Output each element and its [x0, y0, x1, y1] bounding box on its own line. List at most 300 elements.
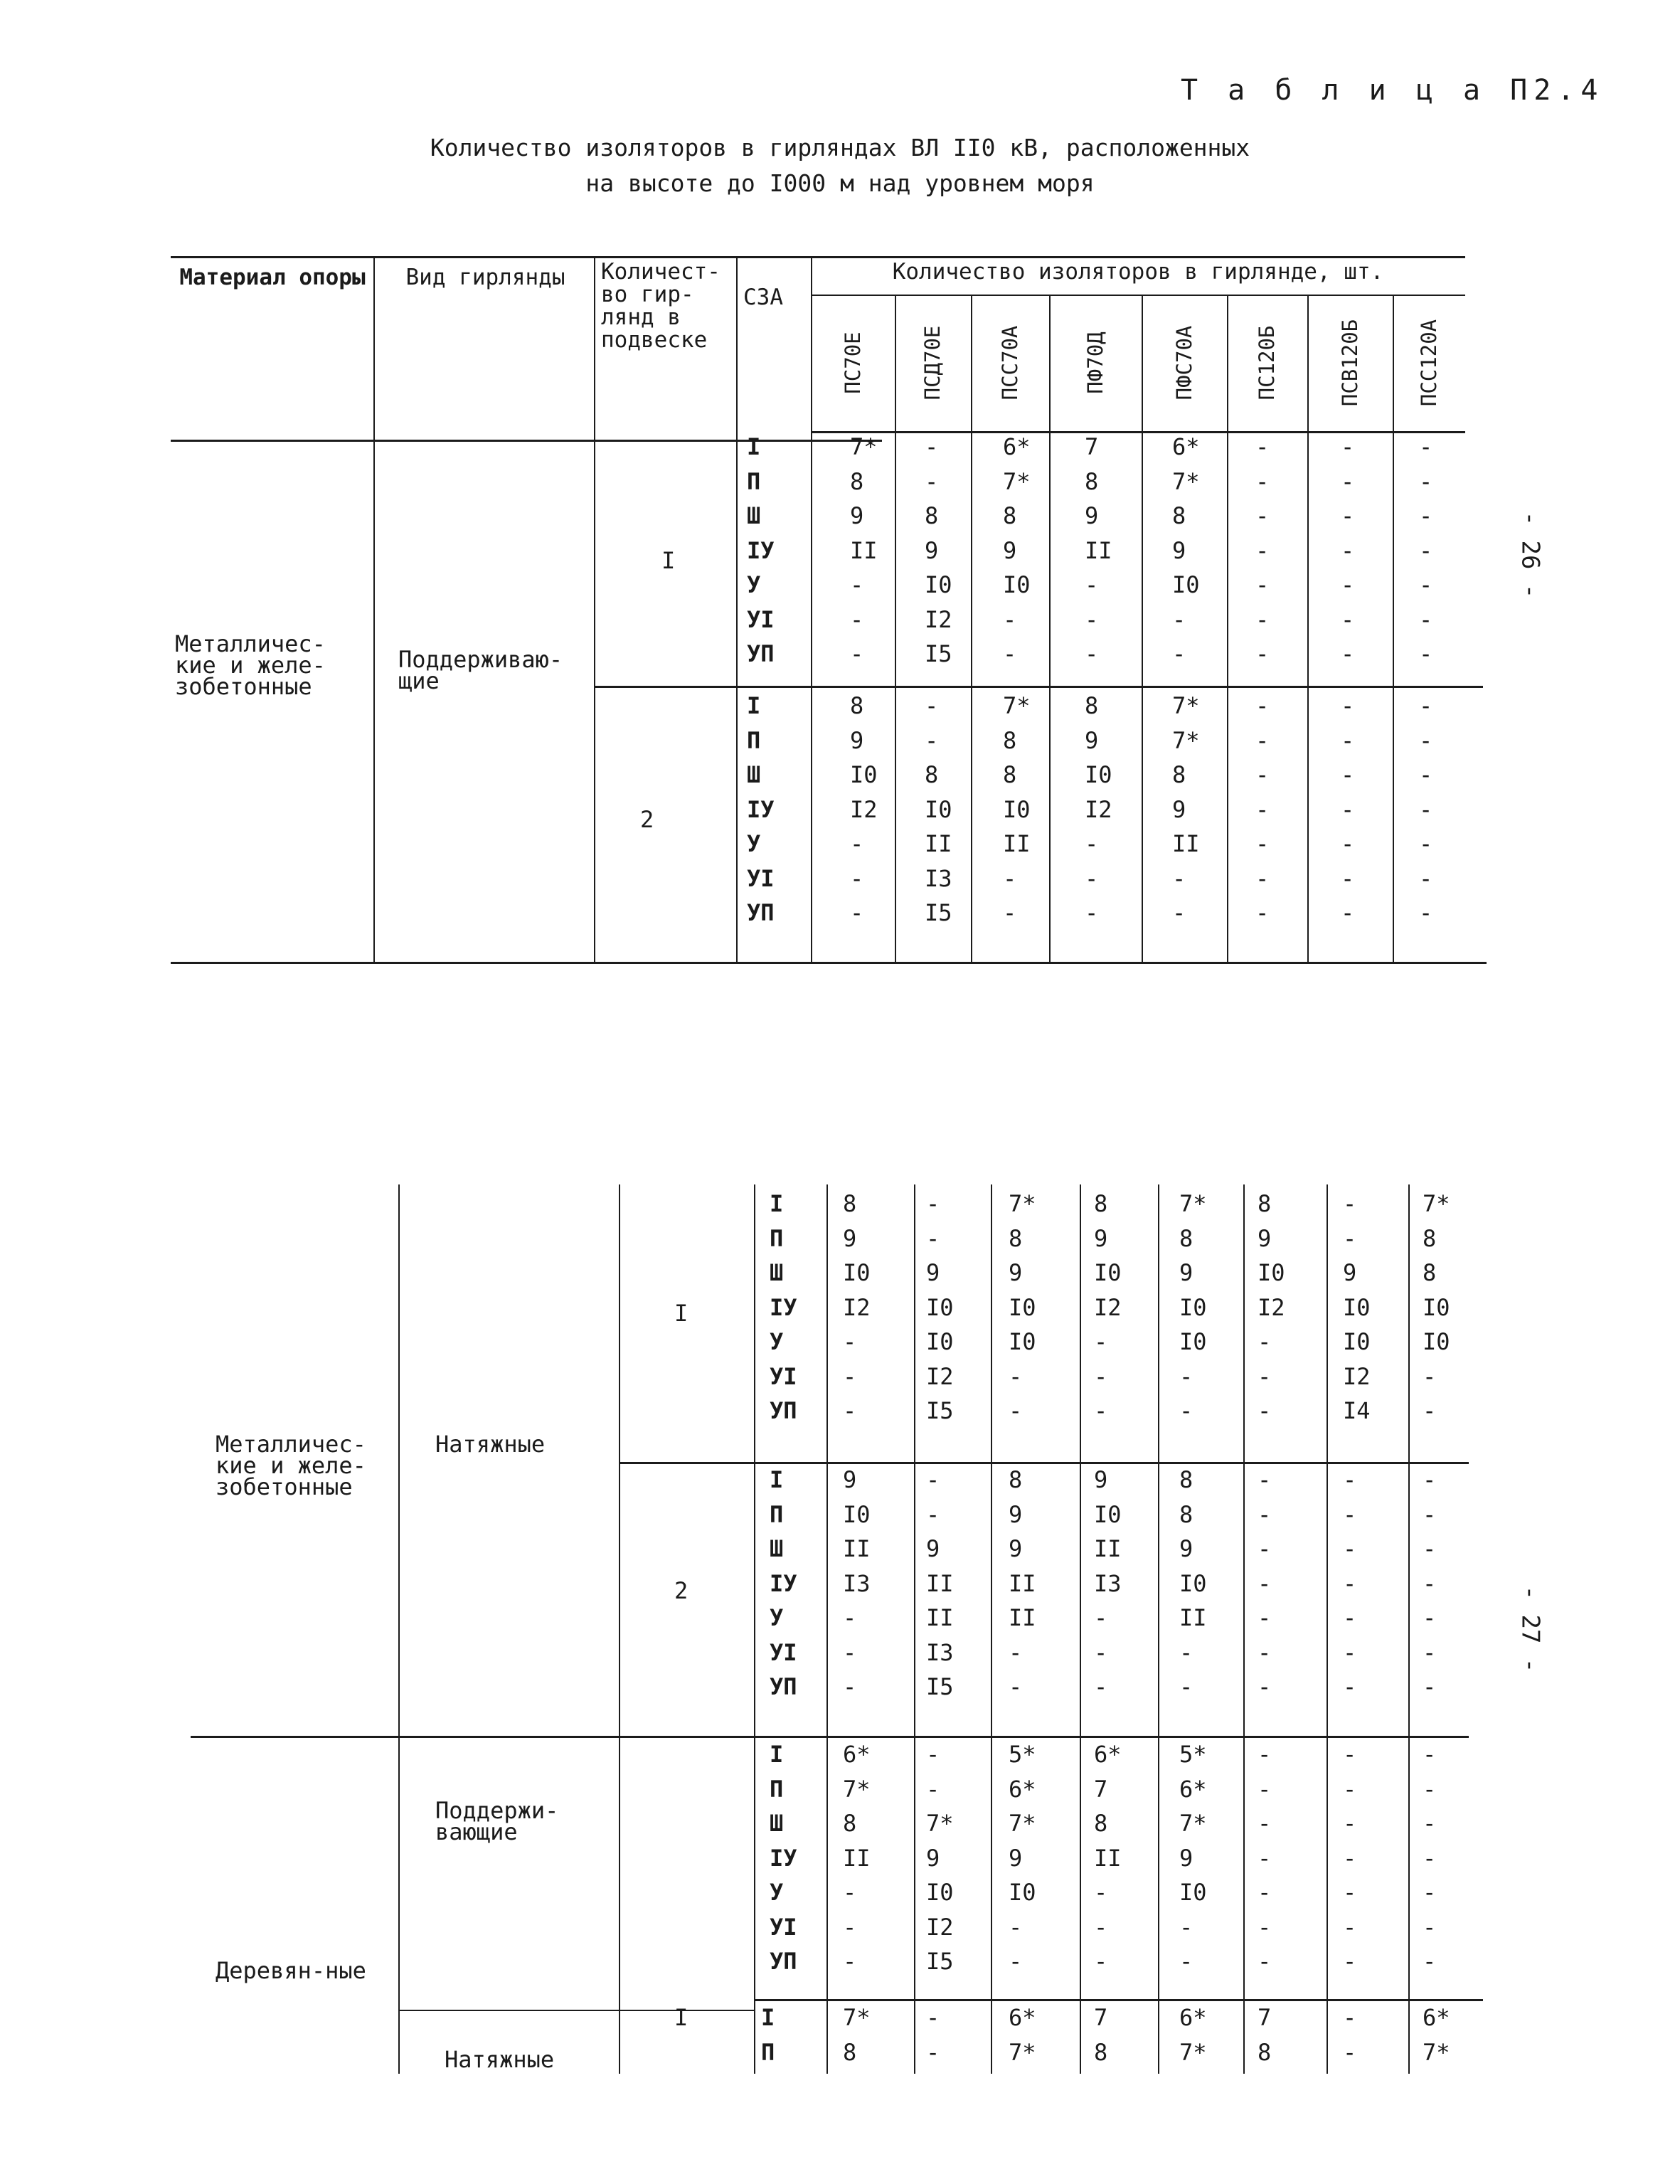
- sza-level: I: [761, 2004, 775, 2031]
- table-cell: 8: [1258, 1190, 1272, 1217]
- table-cell: -: [843, 1879, 857, 1906]
- sza-level: У: [747, 830, 761, 857]
- table-cell: 8: [1179, 1466, 1193, 1493]
- table-cell: 6*: [1094, 1741, 1122, 1768]
- table-cell: I2: [843, 1293, 871, 1321]
- table-cell: 5*: [1009, 1741, 1036, 1768]
- table-cell: I0: [925, 571, 952, 598]
- table-cell: -: [1343, 1775, 1357, 1803]
- table-cell: -: [1179, 1638, 1193, 1666]
- table-cell: 8: [1423, 1259, 1437, 1286]
- table-cell: I4: [1343, 1397, 1371, 1424]
- table-label: Т а б л и ц а П2.4: [1181, 74, 1605, 107]
- sza-level: УП: [770, 1673, 797, 1700]
- table-cell: -: [1258, 1397, 1272, 1424]
- table-cell: -: [850, 605, 864, 633]
- sza-level: У: [770, 1328, 784, 1355]
- table-cell: 7: [1258, 2004, 1272, 2031]
- table-cell: -: [1258, 1673, 1272, 1700]
- table-cell: 7*: [1009, 2038, 1036, 2066]
- table-cell: I0: [1343, 1293, 1371, 1321]
- table-cell: I0: [1009, 1328, 1036, 1355]
- table-cell: -: [1179, 1673, 1193, 1700]
- table-cell: 9: [850, 502, 864, 529]
- header-material: Материал опоры: [179, 265, 366, 290]
- material-label: Деревян-ные: [216, 1957, 366, 1984]
- table-cell: I0: [850, 761, 878, 788]
- table-cell: -: [1085, 640, 1099, 667]
- sza-level: I: [770, 1190, 784, 1217]
- table-cell: -: [1085, 605, 1099, 633]
- table-cell: I0: [1003, 571, 1031, 598]
- header-insulator-count: Количество изоляторов в гирлянде, шт.: [892, 259, 1384, 285]
- sza-level: Ш: [770, 1259, 784, 1286]
- table-cell: II: [1009, 1604, 1036, 1631]
- sza-level: П: [770, 1500, 784, 1528]
- table-cell: 6*: [1423, 2004, 1450, 2031]
- table-cell: -: [926, 2004, 940, 2031]
- table-cell: II: [1172, 830, 1200, 857]
- table-cell: I0: [1423, 1293, 1450, 1321]
- table-caption-line-1: Количество изоляторов в гирляндах ВЛ II0 кВ, расположенных: [430, 134, 1250, 161]
- table-cell: I0: [1179, 1328, 1207, 1355]
- table-cell: 7: [1094, 1775, 1108, 1803]
- table-cell: -: [1258, 1604, 1272, 1631]
- table-cell: 7*: [1172, 467, 1200, 495]
- table-cell: 7*: [1003, 692, 1031, 719]
- table-cell: 9: [1179, 1535, 1193, 1562]
- table-cell: I5: [925, 899, 952, 926]
- sza-level: IУ: [747, 536, 775, 564]
- table-cell: II: [1094, 1844, 1122, 1872]
- table-cell: -: [1343, 1638, 1357, 1666]
- table-cell: -: [1085, 571, 1099, 598]
- table-cell: -: [1343, 1810, 1357, 1837]
- table-cell: 8: [925, 502, 939, 529]
- table-cell: -: [926, 1190, 940, 1217]
- sza-level: Ш: [770, 1535, 784, 1562]
- insulator-header: ПФ70Д: [1083, 332, 1107, 394]
- table-cell: -: [925, 467, 939, 495]
- table-cell: -: [1341, 761, 1355, 788]
- table-cell: -: [1423, 1638, 1437, 1666]
- header-type: Вид гирлянды: [405, 265, 565, 290]
- table-cell: 8: [1094, 1810, 1108, 1837]
- table-cell: 5*: [1179, 1741, 1207, 1768]
- table-cell: -: [1009, 1673, 1023, 1700]
- sza-level: IУ: [770, 1569, 797, 1597]
- sza-level: П: [747, 726, 761, 754]
- table-cell: I3: [843, 1569, 871, 1597]
- table-cell: 8: [850, 467, 864, 495]
- table-cell: -: [1343, 1466, 1357, 1493]
- table-cell: -: [1343, 2004, 1357, 2031]
- table-cell: 7*: [1003, 467, 1031, 495]
- table-cell: I3: [925, 864, 952, 892]
- table-cell: -: [1255, 433, 1270, 460]
- insulator-header: ПСВ120Б: [1338, 319, 1362, 407]
- table-cell: -: [1343, 1500, 1357, 1528]
- table-cell: -: [1423, 1810, 1437, 1837]
- table-cell: -: [1094, 1913, 1108, 1941]
- table-cell: -: [1341, 536, 1355, 564]
- table-cell: I5: [926, 1397, 954, 1424]
- table-cell: -: [1085, 864, 1099, 892]
- table-cell: 7*: [1423, 2038, 1450, 2066]
- table-cell: -: [1419, 467, 1433, 495]
- table-cell: -: [1258, 1638, 1272, 1666]
- table-cell: I2: [925, 605, 952, 633]
- table-cell: -: [1094, 1397, 1108, 1424]
- table-cell: -: [1094, 1879, 1108, 1906]
- table-cell: I5: [926, 1948, 954, 1975]
- table-cell: 7*: [1423, 1190, 1450, 1217]
- table-cell: -: [1423, 1569, 1437, 1597]
- table-cell: II: [1003, 830, 1031, 857]
- table-cell: -: [1419, 795, 1433, 823]
- table-cell: I0: [925, 795, 952, 823]
- table-cell: -: [926, 1741, 940, 1768]
- insulator-header: ПС120Б: [1255, 325, 1279, 401]
- table-cell: -: [925, 433, 939, 460]
- table-cell: II: [1009, 1569, 1036, 1597]
- table-cell: -: [1258, 1535, 1272, 1562]
- sza-level: УП: [770, 1948, 797, 1975]
- table-cell: II: [926, 1604, 954, 1631]
- table-cell: 8: [843, 1190, 857, 1217]
- table-cell: -: [1258, 1362, 1272, 1390]
- table-cell: I0: [843, 1259, 871, 1286]
- table-cell: -: [1258, 1948, 1272, 1975]
- table-cell: -: [926, 2038, 940, 2066]
- table-cell: -: [1341, 571, 1355, 598]
- table-cell: -: [1179, 1397, 1193, 1424]
- table-cell: 9: [926, 1535, 940, 1562]
- table-cell: 9: [1172, 795, 1186, 823]
- table-cell: -: [1341, 899, 1355, 926]
- sza-level: У: [770, 1879, 784, 1906]
- table-cell: 8: [1179, 1500, 1193, 1528]
- table-cell: I0: [926, 1879, 954, 1906]
- sza-level: У: [770, 1604, 784, 1631]
- table-cell: -: [1255, 571, 1270, 598]
- table-cell: I2: [1343, 1362, 1371, 1390]
- sza-level: Ш: [770, 1810, 784, 1837]
- table-cell: 8: [850, 692, 864, 719]
- table-cell: 8: [1085, 467, 1099, 495]
- table-cell: 8: [1003, 502, 1017, 529]
- table-cell: -: [1094, 1604, 1108, 1631]
- table-cell: -: [1258, 1913, 1272, 1941]
- sza-level: I: [770, 1466, 784, 1493]
- page-number-27: - 27 -: [1516, 1585, 1545, 1673]
- table-cell: -: [1179, 1913, 1193, 1941]
- table-cell: I0: [926, 1328, 954, 1355]
- table-cell: 9: [925, 536, 939, 564]
- table-cell: 8: [1003, 726, 1017, 754]
- table-cell: -: [1341, 726, 1355, 754]
- table-cell: -: [1419, 536, 1433, 564]
- table-cell: -: [1255, 899, 1270, 926]
- table-cell: -: [1343, 1604, 1357, 1631]
- girland-type-label: Поддержи-вающие: [435, 1797, 559, 1845]
- table-cell: 9: [1179, 1844, 1193, 1872]
- table-cell: -: [843, 1328, 857, 1355]
- sza-level: УI: [747, 605, 775, 633]
- table-cell: I0: [1343, 1328, 1371, 1355]
- table-cell: I0: [1009, 1293, 1036, 1321]
- table-cell: -: [1009, 1362, 1023, 1390]
- table-cell: -: [1341, 467, 1355, 495]
- table-cell: -: [850, 830, 864, 857]
- table-cell: -: [850, 899, 864, 926]
- table-cell: II: [1094, 1535, 1122, 1562]
- table-cell: -: [1094, 1948, 1108, 1975]
- table-cell: 7*: [1009, 1810, 1036, 1837]
- table-cell: II: [1085, 536, 1112, 564]
- table-cell: -: [1341, 795, 1355, 823]
- table-cell: I0: [1094, 1259, 1122, 1286]
- table-cell: -: [1343, 1844, 1357, 1872]
- table-cell: 8: [1003, 761, 1017, 788]
- table-cell: -: [1419, 502, 1433, 529]
- table-cell: 6*: [1009, 1775, 1036, 1803]
- sza-level: Ш: [747, 761, 761, 788]
- table-cell: 7*: [843, 2004, 871, 2031]
- sza-level: УП: [770, 1397, 797, 1424]
- table-cell: 9: [926, 1844, 940, 1872]
- table-cell: 7*: [1179, 2038, 1207, 2066]
- table-cell: 8: [1085, 692, 1099, 719]
- table-cell: -: [1085, 899, 1099, 926]
- table-cell: -: [1343, 1190, 1357, 1217]
- girland-count: 2: [674, 1577, 689, 1604]
- header-count: Количест-во гир-лянд в подвеске: [601, 259, 721, 353]
- table-cell: -: [1258, 1810, 1272, 1837]
- table-cell: -: [843, 1362, 857, 1390]
- sza-level: УI: [770, 1362, 797, 1390]
- table-cell: I0: [1009, 1879, 1036, 1906]
- table-cell: 9: [1009, 1535, 1023, 1562]
- table-cell: -: [1341, 640, 1355, 667]
- table-cell: II: [843, 1535, 871, 1562]
- table-cell: -: [1172, 864, 1186, 892]
- table-cell: -: [1423, 1466, 1437, 1493]
- sza-level: УI: [770, 1913, 797, 1941]
- table-cell: -: [1255, 640, 1270, 667]
- table-cell: -: [850, 864, 864, 892]
- girland-count: I: [674, 2004, 689, 2031]
- table-cell: -: [843, 1673, 857, 1700]
- table-cell: -: [1003, 864, 1017, 892]
- table-cell: 9: [1343, 1259, 1357, 1286]
- table-cell: -: [1343, 1741, 1357, 1768]
- table-cell: -: [1094, 1362, 1108, 1390]
- table-cell: -: [1258, 1328, 1272, 1355]
- table-cell: 6*: [1179, 2004, 1207, 2031]
- table-cell: I0: [1179, 1879, 1207, 1906]
- table-cell: I2: [1258, 1293, 1285, 1321]
- table-cell: -: [1423, 1879, 1437, 1906]
- table-cell: I0: [1085, 761, 1112, 788]
- table-cell: -: [1255, 605, 1270, 633]
- table-cell: -: [1423, 1362, 1437, 1390]
- table-cell: -: [1423, 1948, 1437, 1975]
- table-cell: -: [926, 1224, 940, 1252]
- table-cell: -: [1341, 830, 1355, 857]
- table-cell: -: [1343, 1879, 1357, 1906]
- table-cell: -: [1258, 1500, 1272, 1528]
- table-cell: -: [1255, 795, 1270, 823]
- table-cell: -: [1419, 830, 1433, 857]
- table-cell: -: [1423, 1673, 1437, 1700]
- table-cell: -: [1341, 605, 1355, 633]
- girland-count: I: [674, 1300, 689, 1327]
- table-cell: -: [1255, 761, 1270, 788]
- table-cell: II: [1179, 1604, 1207, 1631]
- table-cell: -: [1419, 605, 1433, 633]
- table-cell: 7*: [1172, 692, 1200, 719]
- table-cell: 9: [843, 1466, 857, 1493]
- table-cell: -: [1423, 1604, 1437, 1631]
- insulator-header: ПФС70А: [1172, 325, 1196, 401]
- sza-level: IУ: [770, 1844, 797, 1872]
- table-cell: 7*: [1179, 1190, 1207, 1217]
- table-cell: -: [1419, 692, 1433, 719]
- table-cell: -: [1255, 467, 1270, 495]
- table-cell: 9: [843, 1224, 857, 1252]
- table-cell: -: [843, 1913, 857, 1941]
- girland-count: I: [661, 547, 676, 574]
- table-cell: I0: [926, 1293, 954, 1321]
- sza-level: IУ: [747, 795, 775, 823]
- table-cell: -: [1343, 2038, 1357, 2066]
- table-cell: -: [1258, 1775, 1272, 1803]
- header-sza: СЗА: [743, 285, 783, 310]
- table-cell: I2: [850, 795, 878, 823]
- table-cell: I0: [1179, 1569, 1207, 1597]
- table-cell: I0: [1258, 1259, 1285, 1286]
- table-cell: -: [1009, 1397, 1023, 1424]
- table-cell: 8: [1172, 761, 1186, 788]
- sza-level: УI: [770, 1638, 797, 1666]
- table-cell: -: [1341, 502, 1355, 529]
- sza-level: I: [770, 1741, 784, 1768]
- girland-type-label: Натяжные: [435, 1431, 546, 1458]
- table-cell: -: [850, 640, 864, 667]
- table-cell: -: [1419, 640, 1433, 667]
- table-cell: -: [843, 1397, 857, 1424]
- table-cell: 9: [1085, 726, 1099, 754]
- table-cell: -: [1419, 433, 1433, 460]
- table-cell: -: [843, 1638, 857, 1666]
- page-number-26: - 26 -: [1516, 511, 1545, 599]
- table-cell: I0: [1172, 571, 1200, 598]
- table-cell: I0: [1003, 795, 1031, 823]
- table-cell: -: [1423, 1397, 1437, 1424]
- table-cell: 8: [1009, 1224, 1023, 1252]
- table-cell: -: [926, 1466, 940, 1493]
- table-cell: 6*: [1009, 2004, 1036, 2031]
- table-cell: -: [925, 692, 939, 719]
- table-cell: -: [1423, 1535, 1437, 1562]
- table-cell: -: [1179, 1362, 1193, 1390]
- table-cell: 9: [1094, 1224, 1108, 1252]
- table-cell: -: [1343, 1535, 1357, 1562]
- table-cell: -: [1094, 1673, 1108, 1700]
- table-cell: 9: [926, 1259, 940, 1286]
- sza-level: I: [747, 433, 761, 460]
- table-cell: I2: [1094, 1293, 1122, 1321]
- table-cell: -: [1343, 1569, 1357, 1597]
- table-cell: -: [1423, 1775, 1437, 1803]
- table-cell: -: [1009, 1638, 1023, 1666]
- table-cell: -: [1258, 1466, 1272, 1493]
- table-cell: -: [1423, 1500, 1437, 1528]
- sza-level: УП: [747, 640, 775, 667]
- table-cell: 8: [1094, 1190, 1108, 1217]
- table-cell: -: [1094, 1328, 1108, 1355]
- table-cell: 8: [1258, 2038, 1272, 2066]
- table-cell: -: [1003, 640, 1017, 667]
- girland-count: 2: [640, 806, 654, 833]
- table-cell: -: [1258, 1569, 1272, 1597]
- table-cell: -: [843, 1604, 857, 1631]
- material-label: Металличес-кие и желе-зобетонные: [175, 630, 326, 700]
- table-cell: II: [926, 1569, 954, 1597]
- table-cell: -: [1419, 726, 1433, 754]
- table-cell: -: [1255, 830, 1270, 857]
- table-cell: 7*: [843, 1775, 871, 1803]
- table-cell: -: [1094, 1638, 1108, 1666]
- table-cell: 9: [1179, 1259, 1193, 1286]
- table-cell: -: [1419, 761, 1433, 788]
- table-cell: -: [843, 1948, 857, 1975]
- table-cell: -: [1423, 1741, 1437, 1768]
- table-cell: I5: [926, 1673, 954, 1700]
- table-cell: -: [1255, 726, 1270, 754]
- table-cell: 9: [1094, 1466, 1108, 1493]
- insulator-header: ПСС120А: [1417, 319, 1441, 407]
- table-cell: -: [1172, 640, 1186, 667]
- table-cell: 8: [1094, 2038, 1108, 2066]
- table-cell: I0: [843, 1500, 871, 1528]
- table-cell: -: [1343, 1948, 1357, 1975]
- table-cell: 8: [843, 2038, 857, 2066]
- sza-level: IУ: [770, 1293, 797, 1321]
- table-cell: -: [1085, 830, 1099, 857]
- table-cell: 6*: [1003, 433, 1031, 460]
- sza-level: П: [770, 1775, 784, 1803]
- sza-level: П: [761, 2038, 775, 2066]
- material-label: Металличес-кие и желе-зобетонные: [216, 1431, 366, 1500]
- table-cell: 7*: [1172, 726, 1200, 754]
- table-cell: 6*: [843, 1741, 871, 1768]
- table-cell: 8: [1179, 1224, 1193, 1252]
- table-cell: -: [926, 1500, 940, 1528]
- girland-type-label: Натяжные: [445, 2046, 555, 2073]
- table-cell: -: [1255, 536, 1270, 564]
- table-cell: 7: [1094, 2004, 1108, 2031]
- table-cell: 9: [1172, 536, 1186, 564]
- table-cell: 6*: [1172, 433, 1200, 460]
- table-cell: I3: [926, 1638, 954, 1666]
- table-cell: I0: [1094, 1500, 1122, 1528]
- table-cell: -: [1258, 1844, 1272, 1872]
- table-cell: 9: [1009, 1259, 1023, 1286]
- table-cell: 8: [925, 761, 939, 788]
- table-cell: -: [1255, 692, 1270, 719]
